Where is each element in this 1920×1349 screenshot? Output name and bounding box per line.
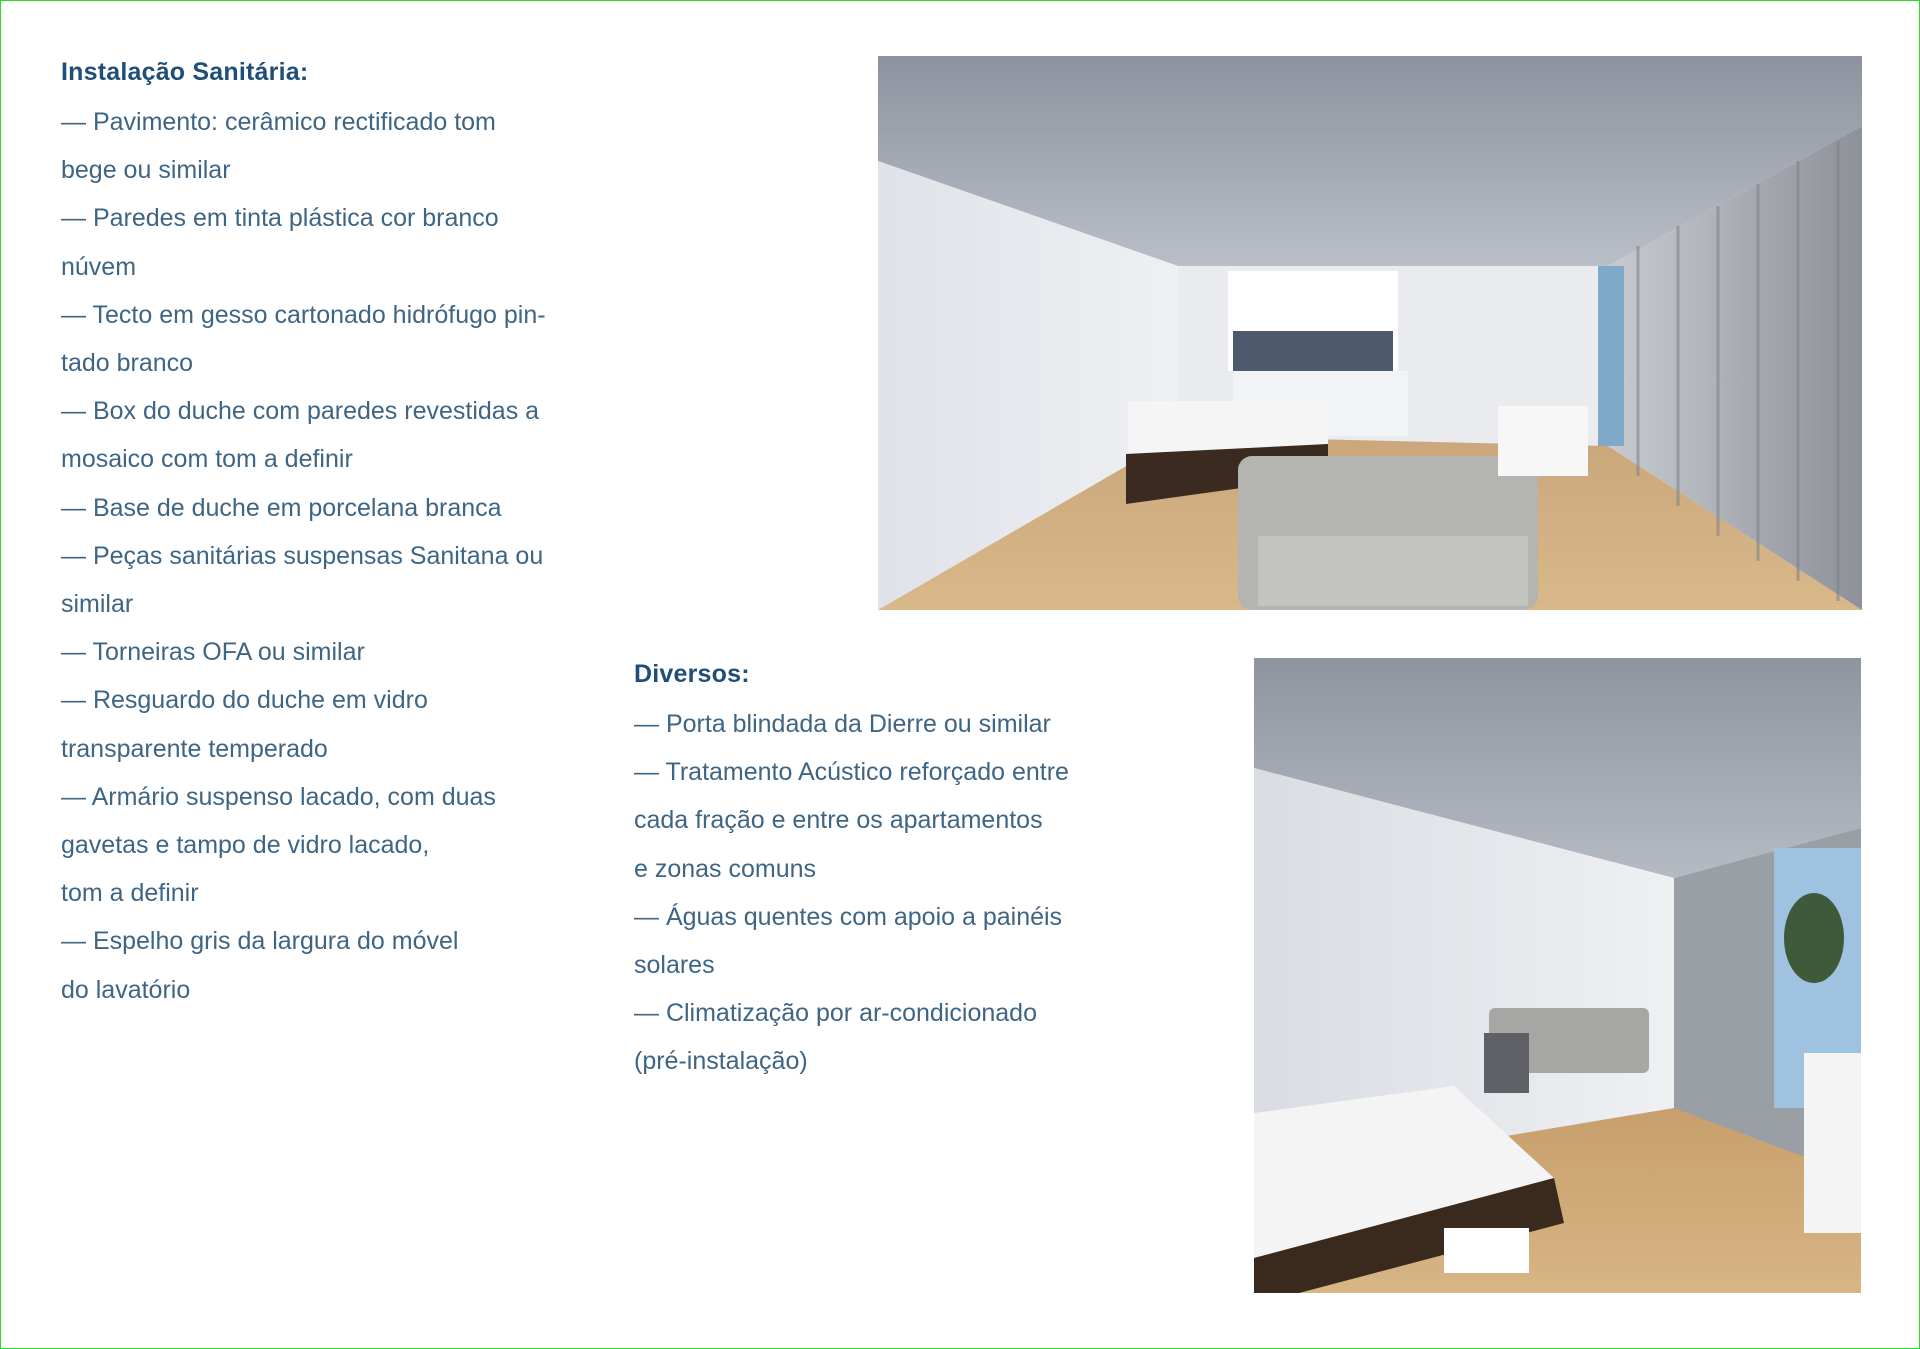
list-line: e zonas comuns	[634, 854, 817, 883]
list-line: — Resguardo do duche em vidro	[61, 686, 428, 715]
list-line: similar	[61, 590, 134, 619]
list-line: — Paredes em tinta plástica cor branco	[61, 204, 499, 233]
list-line: — Tratamento Acústico reforçado entre	[634, 758, 1069, 787]
list-line: solares	[634, 951, 715, 980]
diversos-list	[634, 700, 1069, 1086]
section-title-diversos: Diversos:	[634, 660, 750, 688]
list-line: núvem	[61, 252, 137, 281]
list-line: transparente temperado	[61, 734, 328, 763]
list-line: — Base de duche em porcelana branca	[61, 493, 502, 522]
list-line: — Pavimento: cerâmico rectificado tom	[61, 108, 496, 136]
sanitaria-list	[61, 98, 546, 1014]
list-line: — Peças sanitárias suspensas Sanitana ou	[61, 541, 544, 570]
list-line: bege ou similar	[61, 156, 231, 185]
list-line: tom a definir	[61, 879, 199, 908]
list-line: — Armário suspenso lacado, com duas	[61, 782, 496, 811]
list-line: (pré-instalação)	[634, 1047, 808, 1076]
section-title-sanitaria: Instalação Sanitária:	[61, 58, 309, 86]
interior-render-studio	[878, 56, 1862, 610]
list-line: — Porta blindada da Dierre ou similar	[634, 710, 1051, 738]
list-line: — Espelho gris da largura do móvel	[61, 927, 459, 956]
list-line: cada fração e entre os apartamentos	[634, 806, 1043, 835]
list-line: — Águas quentes com apoio a painéis	[634, 902, 1063, 931]
list-line: mosaico com tom a definir	[61, 445, 353, 474]
list-line: — Box do duche com paredes revestidas a	[61, 397, 540, 426]
list-line: do lavatório	[61, 975, 191, 1004]
list-line: tado branco	[61, 349, 194, 378]
list-line: gavetas e tampo de vidro lacado,	[61, 831, 430, 860]
list-line: — Torneiras OFA ou similar	[61, 638, 365, 667]
interior-render-bedroom	[1254, 658, 1861, 1293]
list-line: — Tecto em gesso cartonado hidrófugo pin-	[61, 300, 546, 329]
list-line: — Climatização por ar-condicionado	[634, 999, 1037, 1028]
